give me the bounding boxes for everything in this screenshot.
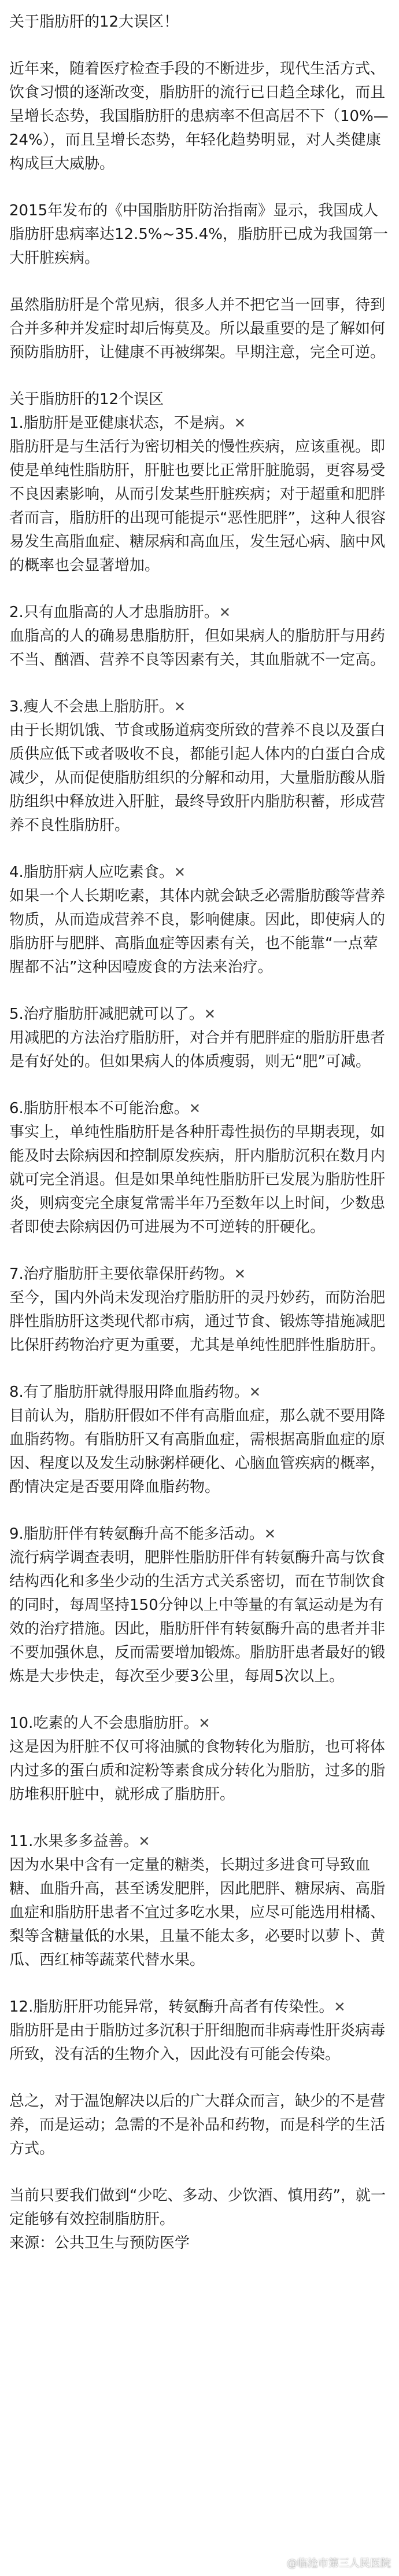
cross-mark-icon: ✕ — [189, 1100, 201, 1117]
weibo-watermark: @临沧市第三人民医院 — [287, 2557, 391, 2570]
myth-explanation: 如果一个人长期吃素，其体内就会缺乏必需脂肪酸等营养物质，从而造成营养不良，影响健康。因此，即使病人的脂肪肝与肥胖、高脂血症等因素有关，也不能靠“一点荤腥都不沾”这种因噎废食的方法来治疗。 — [9, 887, 386, 976]
myth-heading-text: 4.脂肪肝病人应吃素食。 — [9, 864, 174, 881]
myth-item — [9, 601, 390, 672]
myth-item — [9, 1712, 390, 1807]
myth-heading — [9, 1003, 390, 1026]
myth-item — [9, 1522, 390, 1689]
myth-item — [9, 412, 390, 578]
myth-explanation: 用减肥的方法治疗脂肪肝，对合并有肥胖症的脂肪肝患者是有好处的。但如果病人的体质瘦弱，则无“肥”可减。 — [9, 1029, 386, 1070]
source-line: 来源：公共卫生与预防医学 — [9, 2234, 190, 2252]
myth-heading — [9, 1995, 390, 2019]
myth-explanation: 脂肪肝是由于脂肪过多沉积于肝细胞而非病毒性肝炎病毒所致，没有活的生物介入，因此没有可能会传染。 — [9, 2022, 386, 2063]
myth-heading — [9, 1097, 390, 1121]
myth-list — [9, 412, 390, 2067]
myth-heading-text: 8.有了脂肪肝就得服用降血脂药物。 — [9, 1384, 249, 1401]
cross-mark-icon: ✕ — [234, 1266, 246, 1282]
cross-mark-icon: ✕ — [334, 1999, 346, 2015]
myth-explanation: 这是因为肝脏不仅可将油腻的食物转化为脂肪，也可将体内过多的蛋白质和淀粉等素食成分转化为脂肪，过多的脂肪堆积肝脏中，就形成了脂肪肝。 — [9, 1738, 386, 1803]
myth-explanation: 流行病学调查表明，肥胖性脂肪肝伴有转氨酶升高与饮食结构西化和多坐少动的生活方式关系密切，而在节制饮食的同时，每周坚持150分钟以上中等量的有氧运动是为有效的治疗措施。因此，脂肪肝伴有转氨酶升高的患者并非不要加强休息，反而需要增加锻炼。脂肪肝患者最好的锻炼是大步快走，每次至少要3公里，每周5次以上。 — [9, 1549, 386, 1685]
myth-heading — [9, 1263, 390, 1286]
myth-heading — [9, 601, 390, 625]
myth-heading — [9, 695, 390, 719]
myth-explanation: 因为水果中含有一定量的糖类，长期过多进食可导致血糖、血脂升高，甚至诱发肥胖，因此肥胖、糖尿病、高脂血症和脂肪肝患者不宜过多吃水果，应尽可能选用柑橘、梨等含糖量低的水果，且量不能太多，必要时以萝卜、黄瓜、西红柿等蔬菜代替水果。 — [9, 1856, 386, 1969]
myth-item — [9, 861, 390, 979]
myth-heading-text: 1.脂肪肝是亚健康状态，不是病。 — [9, 414, 234, 432]
intro-paragraph-1: 近年来，随着医疗检查手段的不断进步，现代生活方式、饮食习惯的逐渐改变，脂肪肝的流行已日趋全球化，而且呈增长态势，我国脂肪肝的患病率不但高居不下（10%—24%），而且呈增长态势，年轻化趋势明显，对人类健康构成巨大威胁。 — [9, 60, 389, 173]
intro-paragraph-2: 2015年发布的《中国脂肪肝防治指南》显示，我国成人脂肪肝患病率达12.5%~35.4%，脂肪肝已成为我国第一大肝脏疾病。 — [9, 202, 388, 267]
myth-item — [9, 695, 390, 838]
cross-mark-icon: ✕ — [234, 415, 246, 431]
intro-paragraph-3: 虽然脂肪肝是个常见病，很多人并不把它当一回事，待到合并多种并发症时却后悔莫及。所以最重要的是了解如何预防脂肪肝，让健康不再被绑架。早期注意，完全可逆。 — [9, 296, 386, 361]
cross-mark-icon: ✕ — [138, 1833, 150, 1850]
myth-explanation: 由于长期饥饿、节食或肠道病变所致的营养不良以及蛋白质供应低下或者吸收不良，都能引起人体内的白蛋白合成减少，从而促使脂肪组织的分解和动用，大量脂肪酸从脂肪组织中释放进入肝脏，最终导致肝内脂肪积蓄，形成营养不良性脂肪肝。 — [9, 722, 386, 834]
myth-heading-text: 3.瘦人不会患上脂肪肝。 — [9, 698, 174, 715]
article-title: 关于脂肪肝的12大误区！ — [9, 13, 179, 31]
myth-explanation: 血脂高的人的确易患脂肪肝，但如果病人的脂肪肝与用药不当、酗酒、营养不良等因素有关，其血脂就不一定高。 — [9, 628, 386, 669]
myth-explanation: 脂肪肝是与生活行为密切相关的慢性疾病，应该重视。即使是单纯性脂肪肝，肝脏也要比正常肝脏脆弱，更容易受不良因素影响，从而引发某些肝脏疾病；对于超重和肥胖者而言，脂肪肝的出现可能提示“恶性肥胖”，这种人很容易发生高脂血症、糖尿病和高血压，发生冠心病、脑中风的概率也会显著增加。 — [9, 438, 386, 574]
myth-heading-text: 9.脂肪肝伴有转氨酶升高不能多活动。 — [9, 1525, 264, 1543]
myth-heading — [9, 1712, 390, 1735]
myth-explanation: 事实上，单纯性脂肪肝是各种肝毒性损伤的早期表现，如能及时去除病因和控制原发疾病，肝内脂肪沉积在数月内就可完全消退。但是如果单纯性脂肪肝已发展为脂肪性肝炎，则病变完全康复常需半年乃至数年以上时间，少数患者即使去除病因仍可进展为不可逆转的肝硬化。 — [9, 1124, 386, 1236]
myth-item — [9, 1381, 390, 1499]
cross-mark-icon: ✕ — [173, 699, 186, 715]
myth-heading-text: 6.脂肪肝根本不可能治愈。 — [9, 1100, 189, 1117]
myth-item — [9, 1830, 390, 1972]
summary-paragraph-2: 当前只要我们做到“少吃、多动、少饮酒、慎用药”，就一定能够有效控制脂肪肝。 — [9, 2187, 386, 2228]
myth-item — [9, 1003, 390, 1074]
list-title: 关于脂肪肝的12个误区 — [9, 391, 164, 408]
cross-mark-icon: ✕ — [198, 1715, 210, 1731]
myth-item — [9, 1097, 390, 1239]
myth-heading — [9, 1381, 390, 1404]
myth-heading-text: 2.只有血脂高的人才患脂肪肝。 — [9, 604, 219, 621]
cross-mark-icon: ✕ — [204, 1006, 216, 1022]
myth-item — [9, 1263, 390, 1357]
myth-heading — [9, 861, 390, 885]
cross-mark-icon: ✕ — [264, 1526, 276, 1542]
myth-heading — [9, 412, 390, 435]
cross-mark-icon: ✕ — [173, 864, 186, 880]
myth-heading-text: 11.水果多多益善。 — [9, 1833, 139, 1850]
cross-mark-icon: ✕ — [219, 604, 231, 621]
myth-heading — [9, 1522, 390, 1546]
myth-explanation: 目前认为，脂肪肝假如不伴有高脂血症，那么就不要用降血脂药物。有脂肪肝又有高脂血症，需根据高脂血症的原因、程度以及发生动脉粥样硬化、心脑血管疾病的概率，酌情决定是否要用降血脂药物。 — [9, 1407, 386, 1496]
myth-heading-text: 10.吃素的人不会患脂肪肝。 — [9, 1715, 199, 1732]
myth-heading-text: 7.治疗脂肪肝主要依靠保肝药物。 — [9, 1265, 234, 1283]
myth-heading-text: 12.脂肪肝肝功能异常，转氨酶升高者有传染性。 — [9, 1998, 334, 2016]
summary-paragraph-1: 总之，对于温饱解决以后的广大群众而言，缺少的不是营养，而是运动；急需的不是补品和药物，而是科学的生活方式。 — [9, 2093, 386, 2157]
myth-item — [9, 1995, 390, 2067]
cross-mark-icon: ✕ — [249, 1384, 261, 1400]
myth-explanation: 至今，国内外尚未发现治疗脂肪肝的灵丹妙药，而防治肥胖性脂肪肝这类现代都市病，通过节食、锻炼等措施减肥比保肝药物治疗更为重要，尤其是单纯性肥胖性脂肪肝。 — [9, 1289, 386, 1354]
myth-heading — [9, 1830, 390, 1854]
myth-heading-text: 5.治疗脂肪肝减肥就可以了。 — [9, 1006, 204, 1023]
